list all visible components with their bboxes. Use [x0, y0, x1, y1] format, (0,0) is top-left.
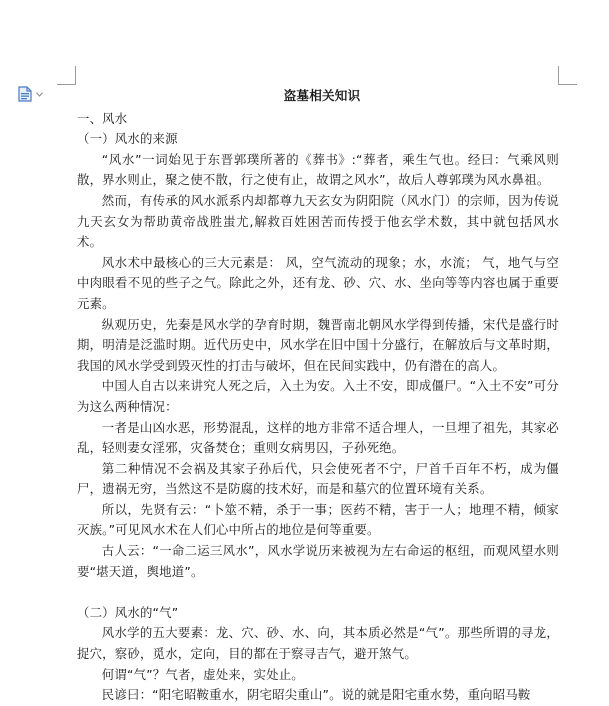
- subsection-heading: （二）风水的“气”: [77, 604, 179, 620]
- paragraph: 何谓“气”？气者，虚处来，实处止。: [101, 666, 304, 682]
- paragraph: 中国人自古以来讲究人死之后，入土为安。入土不安，即成僵尸。“入土不安”可分为这么两种情况：: [77, 378, 559, 414]
- document-icon: [18, 86, 33, 102]
- subsection-heading: （一）风水的来源: [77, 131, 178, 147]
- margin-crop-mark-right: [558, 66, 577, 85]
- paragraph: 然而，有传承的风水派系内却都尊九天玄女为阴阳院（风水门）的宗师，因为传说九天玄女为帮助黄帝战胜蚩尤,解救百姓困苦而传授于他玄学术数，其中就包括风水术。: [77, 192, 559, 250]
- document-body: [77, 86, 559, 706]
- paragraph: 古人云：“一命二运三风水”，风水学说历来被视为左右命运的枢纽，而观风望水则要“堪天道，舆地道”。: [77, 543, 559, 579]
- paragraph: 民谚曰：“阳宅昭鞍重水，阴宅昭尖重山”。说的就是阳宅重水势，重向昭马鞍: [101, 687, 531, 703]
- paragraph-navigation-button[interactable]: [18, 86, 46, 102]
- paragraph: 风水学的五大要素：龙、穴、砂、水、向，其本质必然是“气”。那些所谓的寻龙，捉穴，察砂，觅水，定向，目的都在于察寻吉气，避开煞气。: [77, 625, 559, 662]
- paragraph: 风水术中最核心的三大元素是： 风，空气流动的现象；水，水流； 气，地气与空中肉眼看不见的些子之气。除此之外，还有龙、砂、穴、水、坐向等等内容也属于重要元素。: [77, 254, 559, 311]
- chevron-down-icon: [36, 92, 43, 97]
- paragraph: 第二种情况不会祸及其家子孙后代，只会使死者不宁，尸首千百年不朽，成为僵尸，遗祸无穷，当然这不是防腐的技术好，而是和墓穴的位置环境有关系。: [77, 460, 559, 497]
- document-title: 盗墓相关知识: [283, 88, 361, 103]
- paragraph: “风水”一词始见于东晋郭璞所著的《葬书》:“葬者，乘生气也。经曰：气乘风则散，界水则止，聚之使不散，行之使有止，故谓之风水”，故后人尊郭璞为风水鼻祖。: [77, 151, 559, 188]
- paragraph: 纵观历史，先秦是风水学的孕育时期，魏晋南北朝风水学得到传播，宋代是盛行时期，明清是泛滥时期。近代历史中，风水学在旧中国十分盛行，在解放后与文革时期，我国的风水学受到毁灭性的打击与破坏，但在民间实践中，仍有潜在的高人。: [77, 316, 559, 373]
- paragraph: 所以，先贤有云：“卜筮不精，杀于一事；医药不精，害于一人；地理不精，倾家灭族。”可见风水术在人们心中所占的地位是何等重要。: [77, 501, 559, 538]
- margin-crop-mark-left: [57, 66, 76, 85]
- section-heading: 一、风水: [77, 110, 128, 126]
- paragraph: 一者是山凶水恶，形势混乱，这样的地方非常不适合埋人，一旦埋了祖先，其家必乱，轻则妻女淫邪，灾备焚仓；重则女病男囚，子孙死绝。: [77, 419, 559, 456]
- blank-line: [77, 582, 559, 603]
